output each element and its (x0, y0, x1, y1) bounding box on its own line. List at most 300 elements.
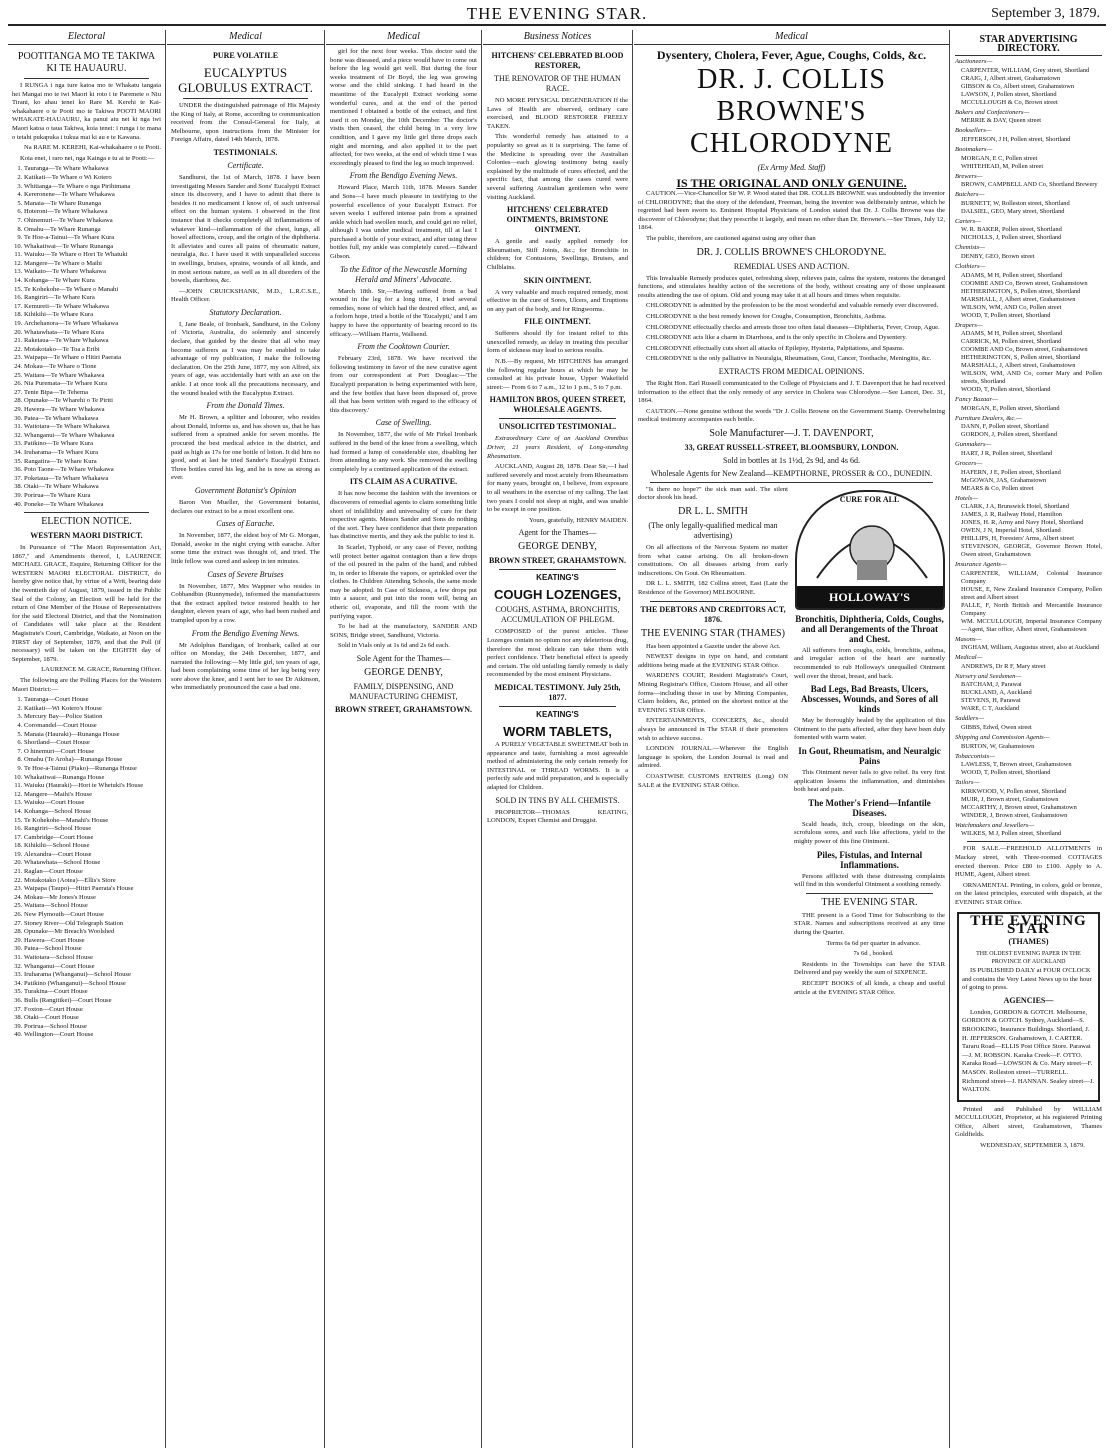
directory-entry: COOMBE AND Co, Brown street, Grahamstown (961, 346, 1088, 354)
agencies-body: London, GORDON & GOTCH. Melbourne, GORDON & GOTCH. Sydney, Auckland—S. BROOKING, Insurance Buildings. Shortland, J. H. JEFFERSON. Grahamstown, J. CARTER. Tararu Road—ELLIS Post Office Store. Parawai—J. M. ROBSON. Karaka Creek—F. OTTO. Karaka Road—LOWSON & Co. Mary street—F. MASON. Rolleston street—TURRELL. Richmond street—J. HANNAN. Sealey street—J. WALTON. (962, 1008, 1095, 1094)
directory-entry: WOOD, T, Pollen street, Shortland (961, 769, 1051, 777)
directory-entry: CRAIG, J, Albert street, Grahamstown (961, 74, 1061, 82)
divider (967, 841, 1090, 842)
certificate-head: Certificate. (227, 160, 264, 170)
list-item: 10. Whakatiwai—Te Whare Runanga (24, 243, 161, 252)
list-item: 27. Stoney River—Old Telegraph Station (24, 920, 161, 929)
list-item: 5. Manaia—Te Whare Runanga (24, 200, 161, 209)
thames-star-head: THE EVENING STAR (THAMES) (641, 627, 785, 639)
donald-body: Mr H. Brown, a splitter and lobourer, who resides about Donald, informs us, and has shown us, that he has suffered from a sprained ankle for seven months. He procured the best medical advice in the district, and paid as high as 17s for one bottle of lotion. It did him no good, and at last he tried Sander's Eucalypti Extract. Three bottles cured his leg, and he is now as strong as ever. (171, 414, 320, 482)
keatings-head: KEATING'S (536, 709, 579, 719)
ad-intro: UNDER the distinguished patronage of His Majesty the King of Italy, at Rome, according to communication received from the Consul-General for Italy, at Melbourne, upon instructions from the Minister for Foreign Affairs, dated 14th March, 1878. (171, 102, 320, 144)
unsolicited-sub: Extraordinary Cure of an Auckland Omnibus Driver, 21 years Resident, of Long-standing Rheumatism. (487, 435, 628, 460)
directory-entry: WOOD, T, Pollen street, Shortland (961, 311, 1051, 319)
keatings-worm-body: A PURELY VEGETABLE SWEETMEAT both in appearance and taste, furnishing a most agreeable method of administering the only certain remedy for INTESTINAL or THREAD WORMS. It is a perfectly safe and mild preparation, and is especially adapted for Children. (487, 740, 628, 791)
continued-body: girl for the next four weeks. This doctor said the bone was diseased, and a piece would have to come out before the leg would get well. But during the four weeks treatment of Dr Boyd, the leg was growing worse and the child sinking. I had heard in the meantime of the Eucalypti Extract working some wonderful cures, and at the end of the period mentioned I obtained a bottle of the extract, and first used it on Monday, the 10th December. The doctor's visits then ceased, the child being in a very low condition, and I gave my little girl three drops each night and morning, and also applied it to the part affected, for two weeks, at the end of which time I was exceedingly pleased to find the leg so much improved. (330, 48, 477, 167)
booked: 7s 6d , booked. (853, 950, 894, 958)
list-item: 24. Mokau—Mr Jones's House (24, 894, 161, 903)
skin-head: SKIN OINTMENT. (523, 275, 592, 285)
directory-entry: WARE, C T, Auckland (961, 705, 1020, 713)
directory-category: Grocers— (955, 459, 983, 467)
directory-entry: McGOWAN, JAS, Grahamstown (961, 476, 1047, 484)
keatings-worm-sold: SOLD IN TINS BY ALL CHEMISTS. (495, 795, 620, 805)
list-item: 31. Waitotara—Te Whare Whakawa (24, 423, 161, 432)
column-head: Medical (326, 30, 481, 45)
directory-category: Booksellers— (955, 127, 992, 135)
statutory-body: I, Jane Beale, of Ironbark, Sandhurst, in the Colony of Victoria, Australia, do solemnly and sincerely declare, that guided by the desire that all who may become sufferers as I was may be enabled to take advantage of my publication, I make the following declaration. On the 25th June, 1877, my son Alfred, six years of age, was accidentally hurt with an axe on the ankle. I at once took all the precautions necessary, and the wound healed with the Eucalyptus Extract. (171, 320, 320, 397)
directory-entry: MERRIE & DAY, Queen street (961, 117, 1042, 125)
chlorodyne-original: IS THE ORIGINAL AND ONLY GENUINE. (676, 176, 907, 190)
directory-entry: COOMBE AND Co, Brown street, Grahamstown (961, 279, 1088, 287)
directory-entry: HETHERINGTON, S, Pollen street, Shortland (961, 354, 1081, 362)
star-box-desc: THE OLDEST EVENING PAPER IN THE PROVINCE OF AUCKLAND (976, 950, 1081, 966)
legs-body: May be thoroughly healed by the application of this Ointment to the parts affected, after they have been duly fomented with warm water. (794, 717, 945, 742)
directory-entry: STEVENSON, GEORGE, Governor Brown Hotel, Owen street, Grahamstown (961, 543, 1102, 559)
legs-head: Bad Legs, Bad Breasts, Ulcers, Abscesses, Wounds, and Sores of all kinds (801, 684, 938, 715)
bruises-head: Cases of Severe Bruises (207, 569, 284, 579)
remedial-head: REMEDIAL USES AND ACTION. (733, 261, 850, 271)
chlorodyne-title: DR. J. COLLIS BROWNE'S CHLORODYNE (690, 64, 893, 159)
directory-entry: WOOD, T, Pollen street, Shortland (961, 386, 1051, 394)
ornamental-notice: ORNAMENTAL Printing, in colors, gold or bronze, on the latest principles, executed with dispatch, at the EVENING STAR Office. (955, 881, 1102, 906)
directory-entry: GORDON, J, Pollen street, Shortland (961, 431, 1058, 439)
directory-entry: CARPENTER, WILLIAM, Colonial Insurance Company (961, 569, 1102, 585)
holloway-emblem-icon (807, 498, 937, 588)
holloway-logo (795, 490, 945, 610)
list-item: 38. Otaki—Court House (24, 1014, 161, 1023)
directory-entry: BROWN, CAMPBELL AND Co, Shortland Brewery (961, 181, 1098, 189)
newcastle-head: To the Editor of the Newcastle Morning Herald and Miners' Advocate. (340, 264, 467, 284)
bendigo-body: Howard Place, March 11th, 1878. Messrs Sander and Sons—I have much pleasure in testifying to the powerful excellence of your Eucalypti Extract. For seven weeks I suffered intense pain from a sprained ankle which had swollen much, and could get no relief, although I was under medical treatment, till at last I purchased a bottle of your extract, and after using three bottles full, my ankle was completely cured.—Edward Gibson. (330, 184, 477, 261)
ointment-title: HITCHENS' CELEBRATED OINTMENTS, BRIMSTONE OINTMENT. (506, 205, 609, 235)
mother-head: The Mother's Friend—Infantile Diseases. (808, 797, 931, 818)
manufacturer-sold: Sold in bottles at 1s 1½d, 2s 9d, and 4s 6d. (723, 455, 860, 465)
directory-entry: GIBSON & Co, Albert street, Grahamstown (961, 82, 1075, 90)
gout-body: This Ointment never fails to give relief. Its very first application lessens the inflammation, and diminishes both heat and pain. (794, 769, 945, 794)
star-box-sub: (THAMES) (1008, 936, 1049, 946)
directory-entry: W. R. BAKER, Pollen street, Shortland (961, 226, 1062, 234)
directory-entry: BUCKLAND, A, Auckland (961, 689, 1032, 697)
testimonials-head: TESTIMONIALS. (213, 147, 278, 157)
piles-head: Piles, Fistulas, and Internal Inflammations. (816, 849, 923, 870)
maori-notice-title: POOTITANGA MO TE TAKIWA KI TE HAUAURU. (17, 51, 156, 74)
chlorodyne-uses (638, 302, 945, 364)
list-item: 30. Patea—Te Whare Whakawa (24, 415, 161, 424)
list-item: 34. Iruharama—Te Whare Kura (24, 449, 161, 458)
divider (650, 601, 776, 602)
keatings-lozenges-sub: COUGHS, ASTHMA, BRONCHITIS, ACCUMULATION OF PHLEGM. (495, 605, 620, 625)
bruises-body: In November, 1877, Mrs Wappner who resides in Cobbandbin (Runnymede), informed the manufacturers that the extract applied twice restored health to her daughter, eleven years of age, who had been rushed and trampled upon by a cow. (171, 582, 320, 624)
manufacturer-agents: Wholesale Agents for New Zealand—KEMPTHORNE, PROSSER & CO., DUNEDIN. (650, 468, 933, 478)
keatings-worm-prop: PROPRIETOR—THOMAS KEATING, LONDON, Export Chemist and Druggist. (487, 808, 628, 825)
hitchens-body: This wonderful remedy has attained to a popularity so great as it is surprising. The fame of the Medicine is spreading over the Australian Colonies—each glowing testimony being easily explained by the multitude of cures effected, and the specific fact, that among the cases cured were several suffering Australian gentlemen who were visiting Auckland. (487, 133, 628, 201)
directory-entry: MUIR, J, Brown street, Grahamstown (961, 795, 1059, 803)
directory-category: Carters— (955, 217, 982, 225)
list-item: 35. Turakina—Court House (24, 988, 161, 997)
chlorodyne-use: CHLORODYNE effectually cuts short all attacks of Epilepsy, Hysteria, Palpitations, and Spasms. (646, 344, 905, 352)
divider (650, 482, 933, 483)
election-notice-sub: WESTERN MAORI DISTRICT. (30, 531, 143, 541)
holloway-motto: CURE FOR ALL (839, 494, 900, 504)
column-electoral (8, 30, 166, 1448)
issue-date: September 3, 1879. (991, 6, 1100, 21)
list-item: 5. Manaia (Hauraki)—Runanga House (24, 731, 161, 740)
list-item: 40. Poneke—Te Whare Whakawa (24, 501, 161, 510)
botanist-head: Government Botanist's Opinion (194, 485, 297, 495)
directory-category: Butchers— (955, 191, 985, 199)
hamilton-agents: HAMILTON BROS, QUEEN STREET, WHOLESALE AGENTS. (489, 395, 626, 415)
list-item: 16. Rangiriri—School House (24, 825, 161, 834)
directions-body: In Scarlet, Typhoid, or any case of Fever, nothing will protect better against contagion than a few drops of the oil poured in the palm of the hand, and rubbed in, in order to liberate the vapors, or sprinkled over the clothes. In Children Attending Schools, the same mode may be adopted. In Case of Sickness, a few drops put into a saucer, and put into the room will, being an etheric oil, evaporate, and fill the room with the purifying vapor. (330, 543, 477, 620)
skin-body: A very valuable and much required remedy, most effective in the cure of Sores, Ulcers, and Eruptions on any part of the body, and for Ringworms. (487, 288, 628, 313)
list-item: 18. Kihikihi—School House (24, 842, 161, 851)
polling-intro: The following are the Polling Places for the Western Maori District:— (12, 677, 161, 693)
directory-entry: PHILLIPS, H, Foresters' Arms, Albert street (961, 535, 1074, 543)
list-item: 11. Waiuku (Hauraki)—Hori te Whetuki's House (24, 782, 161, 791)
certificate-body: Sandhurst, the 1st of March, 1878. I have been investigating Messrs Sander and Sons' Eucalypti Extract since its discovery, and I have to admit that there is besides it no medicament I know of, of such universal effect on the human system. I observed in the first instance that it checks completely all inflammations of whatever kind—inflammation of the chest, lungs, all bowel affections, croup, and the origin of the diphtheria. It alleviates and cures all pains of rheumatic nature, neuralgia, &c. I have used it with unparalleled success in swellings, bruises, sprains, wounds of all kinds, and in most serious nature, as well as in all disorders of the bowels, diarrhoea, &c. (171, 173, 320, 285)
mother-body: Scald heads, itch, croup, bleedings on the skin, scrofulous sores, and such like affections, yield to the mighty power of this fine Ointment. (794, 820, 945, 845)
newest-designs: NEWEST designs in type on hand, and constant additions being made at the EVENING STAR Office. (638, 653, 788, 669)
keatings-lozenges-title: COUGH LOZENGES, (493, 587, 622, 603)
directory-category: Drapers— (955, 321, 983, 329)
list-item: 23. Waipapa—Te Whare o Hitiri Paerata (24, 354, 161, 363)
list-item: 32. Whanganui—Court House (24, 963, 161, 972)
list-item: 33. Patikino—Te Whare Kura (24, 440, 161, 449)
hitchens-sub: THE RENOVATOR OF THE HUMAN RACE. (494, 74, 621, 93)
list-item: 32. Whanganui—Te Whare Whakawa (24, 432, 161, 441)
directory-category: Saddlers— (955, 715, 984, 723)
list-item: 24. Mokau—Te Whare o Tione (24, 363, 161, 372)
chlorodyne-use: CHLORODYNE is the best remedy known for Coughs, Consumption, Bronchitis, Asthma. (646, 312, 887, 320)
evening-star-head: THE EVENING STAR. (821, 896, 918, 908)
directory-entry: DENBY, GEO, Brown street (961, 252, 1035, 260)
earache-head: Cases of Earache. (216, 519, 275, 529)
statutory-head: Statutory Declaration. (209, 307, 282, 317)
divider (499, 569, 616, 570)
list-item: 33. Iruharama (Whanganui)—School House (24, 971, 161, 980)
column-medical-continued (326, 30, 482, 1448)
chlorodyne-top-line: Dysentery, Cholera, Fever, Ague, Coughs, Colds, &c. (656, 48, 927, 62)
chlorodyne-public: The public, therefore, are cautioned against using any other than (646, 234, 816, 242)
directory-category: Masons— (955, 635, 982, 643)
newspaper-title: THE EVENING STAR. (466, 4, 648, 23)
certificate-sign: —JOHN CRUICKSHANK, M.D., L.R.C.S.E., Health Officer. (171, 287, 320, 304)
list-item: 2. Katikati—Wi Kotero's House (24, 705, 161, 714)
divider (499, 706, 616, 707)
directory-entry: WINDER, J, Brown street, Grahamstown (961, 811, 1068, 819)
list-item: 21. Raglan—Court House (24, 868, 161, 877)
keatings-head: KEATING'S (536, 573, 579, 583)
list-item: 12. Mangere—Maihi's House (24, 791, 161, 800)
list-item: 18. Kihikihi—Te Whare Kura (24, 311, 161, 320)
maori-notice-sign: Na RARE M. KEREHI, Kai-whakahaere o te Pooti. (24, 144, 161, 152)
directory-category: Bootmakers— (955, 145, 993, 153)
directory-entry: STEVENS, H, Parawai (961, 697, 1021, 705)
directory-entry: WM. MCCULLOUGH, Imperial Insurance Company—Agent, Star office, Albert street, Grahamstown (961, 617, 1102, 633)
election-notice-sign: LAURENCE M. GRACE, Returning Officer. (41, 666, 161, 674)
bronchitis-head: Bronchitis, Diphtheria, Colds, Coughs, and all Derangements of the Throat and Chest. (795, 613, 944, 644)
list-item: 9. Te Hoe-a-Tainui (Piako)—Runanga House (24, 765, 161, 774)
directory-category: Insurance Agents— (955, 561, 1007, 569)
directory-category: Fancy Bazaar— (955, 396, 999, 404)
list-item: 39. Porirua—Te Whare Kura (24, 492, 161, 501)
list-item: 21. Raketaua—Te Whare Whakawa (24, 337, 161, 346)
thames-agent-name: GEORGE DENBY, (518, 541, 597, 553)
directory-entry: PALLE, F, North British and Mercantile Insurance Company (961, 601, 1102, 617)
directory-category: Medical— (955, 654, 983, 662)
ad-pretitle: PURE VOLATILE (212, 51, 279, 60)
column-business-notices (483, 30, 633, 1448)
swelling-head: Case of Swelling. (375, 418, 432, 428)
printed-date: WEDNESDAY, SEPTEMBER 3, 1879. (980, 1142, 1085, 1150)
london-journal: LONDON JOURNAL.—Wherever the English language is spoken, the London Journal is read and admired. (638, 745, 788, 770)
directory-entry: KIRKWOOD, V, Pollen street, Shortland (961, 787, 1067, 795)
column-medical-chlorodyne (634, 30, 950, 1448)
column-head: Electoral (8, 30, 165, 45)
evening-star-body: THE present is a Good Time for Subscribing to the STAR. Names and subscriptions received at any time during the Quarter. (794, 911, 945, 936)
directory-entry: WHITEHEAD, M, Pollen street (961, 162, 1044, 170)
list-item: 3. Whitianga—Te Whare o nga Pirihimana (24, 183, 161, 192)
list-item: 7. O hinemuri—Court House (24, 748, 161, 757)
directory-entry: WILSON, WM, AND Co, Pollen street (961, 303, 1062, 311)
directory-category: Hotels— (955, 494, 979, 502)
directory-category: Nursery and Seedsmen— (955, 672, 1022, 680)
list-item: 15. Te Kohekohe—Te Whare o Manahi (24, 286, 161, 295)
divider (24, 78, 149, 79)
list-item: 8. Omahu (Te Aroha)—Runanga House (24, 756, 161, 765)
list-item: 23. Waipapa (Taupo)—Hitiri Paerata's House (24, 885, 161, 894)
list-item: 26. New Plymouth—Court House (24, 911, 161, 920)
list-item: 12. Mangere—Te Whare o Maihi (24, 260, 161, 269)
directory-category: Brewers— (955, 172, 983, 180)
list-item: 29. Hawera—Court House (24, 937, 161, 946)
directory-entry: JEFFERSON, J H, Pollen street, Shortland (961, 135, 1071, 143)
election-notice-body: In Pursuance of "The Maori Representation Act, 1867," and Amendments thereof, I, LAURENCE MICHAEL GRACE, Esquire, Returning Officer for the WESTERN MAORI ELECTORAL DISTRICT, do hereby give notice that, by virtue of a Writ, bearing date the twentieth day of August, 1879, issued in the Public Seal of the Colony, an Election will be held for the return of One Member of the House of Representatives for the said Electoral District, and that the Nomination of Candidates will take place at the Resident Magistrate's Court, Cambridge, Waikato, at Noon on the FIRST day of September, 1879, and that the Poll (if necessary) will be taken on the EIGHTH day of September, 1879. (12, 544, 161, 663)
maori-notice-body: I RUNGA i nga ture katoa mo te Whakatu tangata hei Mangai mo te iwi Maori ki roto i te Paremete o Niu Tirani, ko ahau tenei ko Rare M. Kerehi te Kai-whakahaere o te Pooti mo te Takiwa POOTI MAORI WHAKATE-HAUAURU, ka panui atu nei ki nga iwi Maori katoa o taua Takiwa, koia tenei: i runga i te mana o tetahi pukapuka i tukua mai ki au e te Kawana. (12, 82, 161, 141)
smith-quote: "Is there no hope?" the sick man said. The silent doctor shook his head. (638, 485, 788, 502)
chlorodyne-caution: CAUTION.—Vice-Chancellor Sir W. P. Wood stated that DR. COLLIS BROWNE was undoubtedly the inventor of CHLORODYNE; that the story of the defendant, Freeman, being the inventor was deliberately untrue, which he regretted had been sworn to. Eminent Hospital Physicians of London stated that Dr. J. Collis Browne was the discoverer of Chlorodyne; that they prescribe it largely, and mean no other than Dr. Browne's.—See Times, July 12, 1864. (638, 190, 945, 232)
list-item: 37. Poketaua—Te Whare Whakawa (24, 475, 161, 484)
divider (499, 418, 616, 419)
list-item: 13. Waiuku—Court House (24, 799, 161, 808)
chlorodyne-caution2: CAUTION.—None genuine without the words "Dr J. Collis Browne on the Government Stamp. Overwhelming medical testimony accompanies each bottle. (638, 407, 945, 424)
directory-entry: LAWLESS, T, Brown street, Grahamstown (961, 761, 1072, 769)
directory-list (955, 58, 1102, 838)
list-item: 1. Tauranga—Court House (24, 696, 161, 705)
list-item: 6. Hoteroni—Te Whare Whakawa (24, 208, 161, 217)
directory-entry: MORGAN, E C, Pollen street (961, 154, 1038, 162)
directory-category: Gunmakers— (955, 441, 992, 449)
directory-entry: MORGAN, E, Pollen street, Shortland (961, 404, 1060, 412)
manufacturer-addr: 33, GREAT RUSSELL-STREET, BLOOMSBURY, LONDON. (684, 442, 899, 452)
list-item: 17. Kemureti—Te Whare Whakawa (24, 303, 161, 312)
keatings-worm-title: WORM TABLETS, (503, 723, 612, 739)
maori-places-list (24, 165, 161, 509)
hitchens-line: NO MORE PHYSICAL DEGENERATION If the Laws of Health are observed, ordinary care exercised, and BLOOD RESTORER FREELY TAKEN. (487, 97, 628, 130)
botanist-body: Baron Von Mueller, the Government botanist, declares our extract to be a most excellent one. (171, 498, 320, 515)
directory-entry: ADAMS, M H, Pollen street, Shortland (961, 271, 1063, 279)
bendigo-head: From the Bendigo Evening News. (349, 171, 458, 181)
list-item: 34. Patikino (Whanganui)—School House (24, 980, 161, 989)
list-item: 36. Poto Taone—Te Whare Whakawa (24, 466, 161, 475)
directory-category: Shipping and Commission Agents— (955, 734, 1050, 742)
column-head: Medical (167, 30, 324, 45)
list-item: 29. Hawera—Te Whare Whakawa (24, 406, 161, 415)
list-item: 27. Tente Bipa—Te Tehema (24, 389, 161, 398)
election-notice-title: ELECTION NOTICE. (41, 516, 132, 528)
chlorodyne-use: CHLORODYNE acts like a charm in Diarrhoea, and is the only specific in Cholera and Dysentery. (646, 334, 907, 342)
chlorodyne-use: CHLORODYNE effectually checks and arrests those too often fatal diseases—Diphtheria, Fever, Croup, Ague. (646, 323, 940, 331)
star-box-pub: IS PUBLISHED DAILY at FOUR O'CLOCK and contains the Very Latest News up to the hour of going to press. (962, 966, 1092, 992)
directory-entry: BURNETT, W, Rolleston street, Shortland (961, 199, 1070, 207)
keatings-lozenges-body: COMPOSED of the purest articles. These Lozenges contain no opium nor any deleterious drug, therefore the most delicate can take them with perfect confidence. Their beneficial effect is speedy and certain. The old unfailing family remedy is daily recommended by the most eminent Physicians. (487, 628, 628, 679)
star-box-title: THE EVENING STAR (970, 912, 1087, 938)
masthead (8, 2, 1106, 26)
agent-addr: BROWN STREET, GRAHAMSTOWN. (334, 705, 473, 715)
directory-entry: MEARS & Co, Pollen street (961, 484, 1034, 492)
directory-entry: MARSHALL, J, Albert street, Grahamstown (961, 295, 1076, 303)
list-item: 19. Archehanora—Te Whare Whakawa (24, 320, 161, 329)
directory-category: Tailors— (955, 779, 980, 787)
list-item: 28. Opunake—Mr Breach's Woolshed (24, 928, 161, 937)
list-item: 1. Tauranga—Te Whare Whakawa (24, 165, 161, 174)
list-item: 19. Alexandra—Court House (24, 851, 161, 860)
list-item: 8. Omahu—Te Whare Runanga (24, 226, 161, 235)
list-item: 4. Coromandel—Court House (24, 722, 161, 731)
list-item: 30. Patea—School House (24, 945, 161, 954)
request-body: N.B.—By request, Mr HITCHENS has arranged the following regular hours at which he may be consulted at his private house, Upper Wakefield street:— From 6 to 7 a.m., 12 to 1 p.m., 5 to 7 p.m. (487, 358, 628, 391)
list-item: 35. Rangatira—Te Whare Kura (24, 458, 161, 467)
evening-star-box (957, 912, 1100, 1102)
entertainments: ENTERTAINMENTS, CONCERTS, &c., should always be announced in The STAR if their promoters wish to achieve success. (638, 717, 788, 742)
piles-body: Persons afflicted with these distressing complaints will find in this wonderful Ointment a soothing remedy. (794, 872, 945, 889)
directory-title: STAR ADVERTISING DIRECTORY. (955, 36, 1102, 56)
directory-entry: MCCULLOUGH & Co, Brown street (961, 98, 1058, 106)
column-head: Medical (634, 30, 949, 45)
list-item: 36. Bulls (Rangitikei)—Court House (24, 997, 161, 1006)
holloway-plaque: HOLLOWAY'S (797, 586, 943, 608)
divider (806, 893, 933, 894)
thames-agent-addr: BROWN STREET, GRAHAMSTOWN. (488, 556, 627, 566)
hitchens-title: HITCHENS' CELEBRATED BLOOD RESTORER, (491, 51, 624, 70)
list-item: 6. Shortland—Court House (24, 739, 161, 748)
list-item: 15. Te Kohekohe—Manahi's House (24, 817, 161, 826)
claim-head: ITS CLAIM AS A CURATIVE. (349, 477, 458, 487)
list-item: 20. Whatawhata—Te Whare Kura (24, 329, 161, 338)
directory-category: Clothiers— (955, 262, 986, 270)
chlorodyne-use: CHLORODYNE is admitted by the profession to be the most wonderful and valuable remedy ever discovered. (646, 302, 939, 310)
list-item: 25. Waitara—Te Whare Whakawa (24, 372, 161, 381)
bendigo-body: Mr Adolphus Bandigan, of Ironbark, called at our office on Monday, the 24th December, 1877, and narrated the following:—My little girl, ten years of age, had been complaining some time of her leg being very sore above the knee, and I sent her to see Dr Atkinson, who immediately pronounced the case a bad one. (171, 641, 320, 692)
manufacturer-head: Sole Manufacturer—J. T. DAVENPORT, (709, 427, 874, 439)
agent-name: GEORGE DENBY, (364, 667, 443, 679)
list-item: 37. Foxton—Court House (24, 1006, 161, 1015)
smith-head: DR L. L. SMITH (678, 506, 748, 518)
keatings-test: MEDICAL TESTIMONY. July 25th, 1877. (494, 682, 621, 702)
list-item: 13. Waikato—Te Whare Whakawa (24, 268, 161, 277)
gout-head: In Gout, Rheumatism, and Neuralgic Pains (798, 746, 941, 767)
agent-desc: FAMILY, DISPENSING, AND MANUFACTURING CHEMIST, (349, 682, 458, 702)
directory-entry: MARSHALL, J, Albert street, Grahamstown (961, 362, 1076, 370)
list-item: 9. Te Hoe-a-Tainui—Te Whare Kura (24, 234, 161, 243)
terms: Terms 6s 6d per quarter in advance. (826, 939, 921, 947)
directory-entry: HART, J R, Pollen street, Shortland (961, 449, 1053, 457)
unsolicited-sign: Yours, gratefully, HENRY MAIDEN. (528, 516, 628, 524)
directory-entry: CLARK, J A, Brunswick Hotel, Shortland (961, 503, 1069, 511)
list-item: 14. Kohanga—School House (24, 808, 161, 817)
column-medical-eucalyptus (167, 30, 325, 1448)
list-item: 22. Motakotako (Aotea)—Ellis's Store (24, 877, 161, 886)
swelling-body: In November, 1877, the wife of Mr Firkel Ironbark suffered in the bend of the knee from a swelling, which had formed a lump of considerable size, disabling her from attending to any work. She removed the swelling completely by a continued application of the extract. (330, 431, 477, 473)
smith-ad (638, 486, 788, 999)
column-head: Business Notices (483, 30, 632, 45)
directory-entry: HETHERINGTON, S, Pollen street, Shortland (961, 287, 1081, 295)
ointment-body: A gentle and easily applied remedy for Rheumatism, Stiff Joints, &c.; for Bronchitis in children; for Contusions, Swellings, Bruises, and Chilblains. (487, 238, 628, 271)
extracts-head: EXTRACTS FROM MEDICAL OPINIONS. (718, 366, 865, 376)
list-item: 31. Waitotara—School House (24, 954, 161, 963)
file-body: Sufferers should fly for instant relief to this unexcelled remedy, as delay in treating this peculiar form of sickness may lead to serious results. (487, 330, 628, 355)
chlorodyne-sub: (Ex Army Med. Staff) (757, 163, 826, 172)
directory-entry: ANDREWS, Dr R F, Mary street (961, 662, 1046, 670)
remedial-body: This Invaluable Remedy produces quiet, refreshing sleep, relieves pain, calms the system, restores the deranged functions, and stimulates healthy action of the secretions of the body, without creating any of those unpleasant results attending the use of opium. Old and young may take it at all hours and times when requisite. (638, 274, 945, 299)
wardens-court: WARDEN'S COURT, Resident Magistrate's Court, Mining Registrar's Office, Custom House, and all other forms—including those in use by Mining Companies, Claim holders, &c, printed on the shortest notice at the EVENING STAR Office. (638, 672, 788, 714)
for-sale-notice: FOR SALE.—FREEHOLD ALLOTMENTS in Mackay street, with Three-roomed COTTAGES erected thereon. Price £80 to £100. Apply to A. HUME, Agent, Albert street. (955, 845, 1102, 879)
directory-entry: NICHOLLS, J, Pollen street, Shortland (961, 234, 1062, 242)
sold-body: Sold in Vials only at 1s 6d and 2s 6d each. (338, 642, 450, 650)
list-item: 17. Cambridge—Court House (24, 834, 161, 843)
list-item: 7. Ohinemuri—Te Whare Whakawa (24, 217, 161, 226)
file-head: FILE OINTMENT. (524, 317, 591, 327)
list-item: 10. Whakatiwai—Runanga House (24, 774, 161, 783)
directory-entry: BATCHAM, J, Parawai (961, 681, 1022, 689)
list-item: 14. Kohanga—Te Whare Kura (24, 277, 161, 286)
divider (24, 512, 149, 513)
column-directory (951, 30, 1106, 1448)
directory-entry: JAMES, J. R, Railway Hotel, Hamilton (961, 511, 1063, 519)
list-item: 16. Rangiriri—Te Whare Kura (24, 294, 161, 303)
directory-category: Furniture Dealers, &c.— (955, 414, 1022, 422)
newcastle-body: March 18th. Sir,—Having suffered from a bad wound in the leg for a long time, I tried several remedies, none of which had the desired effect, and, as a forlorn hope, tried a bottle of the 'Eucalypti,' and I am happy to have the opportunity of bearing record to its efficacy.—William Harris, Wallsend. (330, 287, 477, 338)
agencies-head: AGENCIES— (1003, 995, 1054, 1005)
cooktown-head: From the Cooktown Courier. (357, 342, 450, 352)
list-item: 20. Whatawhata—School House (24, 859, 161, 868)
list-item: 28. Opunake—Te Wharehi o Te Piriti (24, 397, 161, 406)
smith-sub: (The only legally-qualified medical man advertising) (648, 521, 778, 541)
bronchitis-body: All sufferers from coughs, colds, bronchitis, asthma, and irregular action of the heart are earnestly recommended to rub Holloway's unequalled Ointment well over the throat, breast, and back. (794, 646, 945, 680)
directory-entry: WILKES, M J, Pollen street, Shortland (961, 830, 1062, 838)
unsolicited-head: UNSOLICITED TESTIMONIAL. (498, 422, 617, 432)
chlorodyne-name-line: DR. J. COLLIS BROWNE'S CHLORODYNE. (696, 246, 887, 258)
directory-category: Bakers and Confectioners— (955, 108, 1030, 116)
directory-category: Tobacconists— (955, 752, 996, 760)
unsolicited-body: AUCKLAND, August 28, 1878. Dear Sir,—I had suffered severely and most acutely from Rheumatism for many years, brought on, I believe, from exposure to all weathers in the exercise of my calling. The last two years I could not sleep at night, and was unable to be except in one position. (487, 463, 628, 514)
directory-entry: HAFERN, J E, Pollen street, Shortland (961, 468, 1061, 476)
smith-body: On all affections of the Nervous System no matter from what cause arising. On all broken-down constitutions. On all diseases arising from early indiscretions. On Gout. On Rheumatism. (638, 544, 788, 577)
directory-entry: CARPENTER, WILLIAM, Grey street, Shortland (961, 66, 1090, 74)
directory-entry: OWEN, J N, Imperial Hotel, Shortland (961, 527, 1061, 535)
receipt-books: RECEIPT BOOKS of all kinds, a cheap and useful article at the EVENING STAR Office. (794, 979, 945, 996)
directory-entry: CARRICK, M, Pollen street, Shortland (961, 338, 1062, 346)
maori-places-intro: Koia enei, i raro nei, nga Kainga e tu ai te Pooti:— (20, 154, 155, 162)
earache-body: In November, 1877, the eldest boy of Mr G. Morgan, Donald, awoke in the night crying with earache. After some time the extract was thought of, and tried. The little fellow was cured and asleep in ten minutes. (171, 532, 320, 565)
directory-category: Chemists— (955, 244, 986, 252)
directory-entry: LAWSON, J, Pollen street, Shortland (961, 90, 1057, 98)
residents: Residents in the Townships can have the STAR Delivered and pay weekly the sum of SIXPENCE. (794, 960, 945, 977)
list-item: 2. Katikati—Te Whare o Wi Kotero (24, 174, 161, 183)
claim-body: It has now become the fashion with the inventors or discoverers of remedial agents to claim something little short of infallibility and universality of cure for their respective agents. Messrs Sander and Sons do nothing of the sort. They have confidence that their preparation has distinctive merits, and they ask the public to test it. (330, 490, 477, 541)
ad-title: EUCALYPTUS GLOBULUS EXTRACT. (178, 65, 313, 95)
divider (183, 98, 308, 99)
